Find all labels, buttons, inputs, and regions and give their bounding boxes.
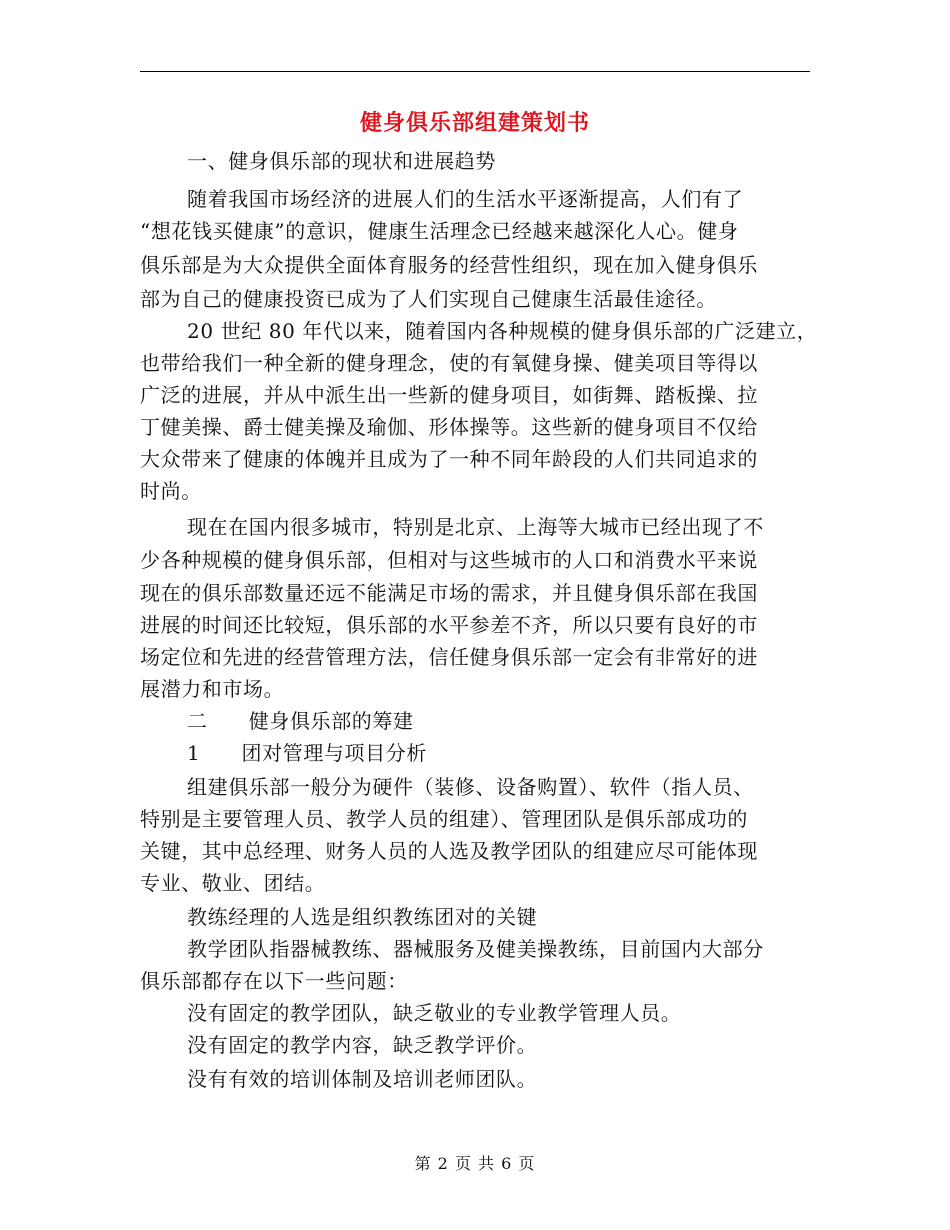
paragraph-line: 场定位和先进的经营管理方法，信任健身俱乐部一定会有非常好的进 bbox=[140, 645, 758, 669]
list-item: 没有固定的教学团队，缺乏敬业的专业教学管理人员。 bbox=[187, 1001, 682, 1025]
list-item: 没有固定的教学内容，缺乏教学评价。 bbox=[187, 1033, 538, 1057]
paragraph-line: 教练经理的人选是组织教练团对的关键 bbox=[187, 905, 538, 929]
paragraph-line: 俱乐部是为大众提供全面体育服务的经营性组织，现在加入健身俱乐 bbox=[140, 253, 758, 277]
paragraph-line: 20 世纪 80 年代以来，随着国内各种规模的健身俱乐部的广泛建立， bbox=[187, 319, 818, 343]
subsection-heading: 1 团对管理与项目分析 bbox=[187, 741, 427, 765]
paragraph-line: 关键，其中总经理、财务人员的人选及教学团队的组建应尽可能体现 bbox=[140, 839, 758, 863]
paragraph-line: 教学团队指器械教练、器械服务及健美操教练，目前国内大部分 bbox=[187, 937, 764, 961]
paragraph-line: 随着我国市场经济的进展人们的生活水平逐渐提高，人们有了 bbox=[187, 187, 744, 211]
paragraph-line: 展潜力和市场。 bbox=[140, 677, 285, 701]
paragraph-line: 也带给我们一种全新的健身理念，使的有氧健身操、健美项目等得以 bbox=[140, 351, 758, 375]
header-rule bbox=[140, 71, 810, 72]
paragraph-line: 俱乐部都存在以下一些问题： bbox=[140, 969, 408, 993]
paragraph-line: 组建俱乐部一般分为硬件（装修、设备购置）、软件（指人员、 bbox=[187, 775, 754, 799]
paragraph-line: 专业、敬业、团结。 bbox=[140, 871, 326, 895]
paragraph-line: 特别是主要管理人员、教学人员的组建）、管理团队是俱乐部成功的 bbox=[140, 807, 748, 831]
paragraph-line: 进展的时间还比较短，俱乐部的水平参差不齐，所以只要有良好的市 bbox=[140, 613, 758, 637]
paragraph-line: 部为自己的健康投资已成为了人们实现自己健康生活最佳途径。 bbox=[140, 287, 717, 311]
section-heading-1: 一、健身俱乐部的现状和进展趋势 bbox=[187, 149, 496, 173]
paragraph-line: “想花钱买健康”的意识，健康生活理念已经越来越深化人心。健身 bbox=[140, 219, 739, 243]
page-footer: 第 2 页 共 6 页 bbox=[414, 1154, 536, 1173]
paragraph-line: 广泛的进展，并从中派生出一些新的健身项目，如街舞、踏板操、拉 bbox=[140, 383, 758, 407]
paragraph-line: 少各种规模的健身俱乐部，但相对与这些城市的人口和消费水平来说 bbox=[140, 548, 758, 572]
section-heading-2: 二 健身俱乐部的筹建 bbox=[187, 709, 414, 733]
paragraph-line: 时尚。 bbox=[140, 479, 202, 503]
paragraph-line: 丁健美操、爵士健美操及瑜伽、形体操等。这些新的健身项目不仅给 bbox=[140, 415, 758, 439]
list-item: 没有有效的培训体制及培训老师团队。 bbox=[187, 1067, 538, 1091]
paragraph-line: 大众带来了健康的体魄并且成为了一种不同年龄段的人们共同追求的 bbox=[140, 447, 758, 471]
document-title: 健身俱乐部组建策划书 bbox=[359, 110, 590, 136]
paragraph-line: 现在在国内很多城市，特别是北京、上海等大城市已经出现了不 bbox=[187, 515, 764, 539]
paragraph-line: 现在的俱乐部数量还远不能满足市场的需求，并且健身俱乐部在我国 bbox=[140, 581, 758, 605]
